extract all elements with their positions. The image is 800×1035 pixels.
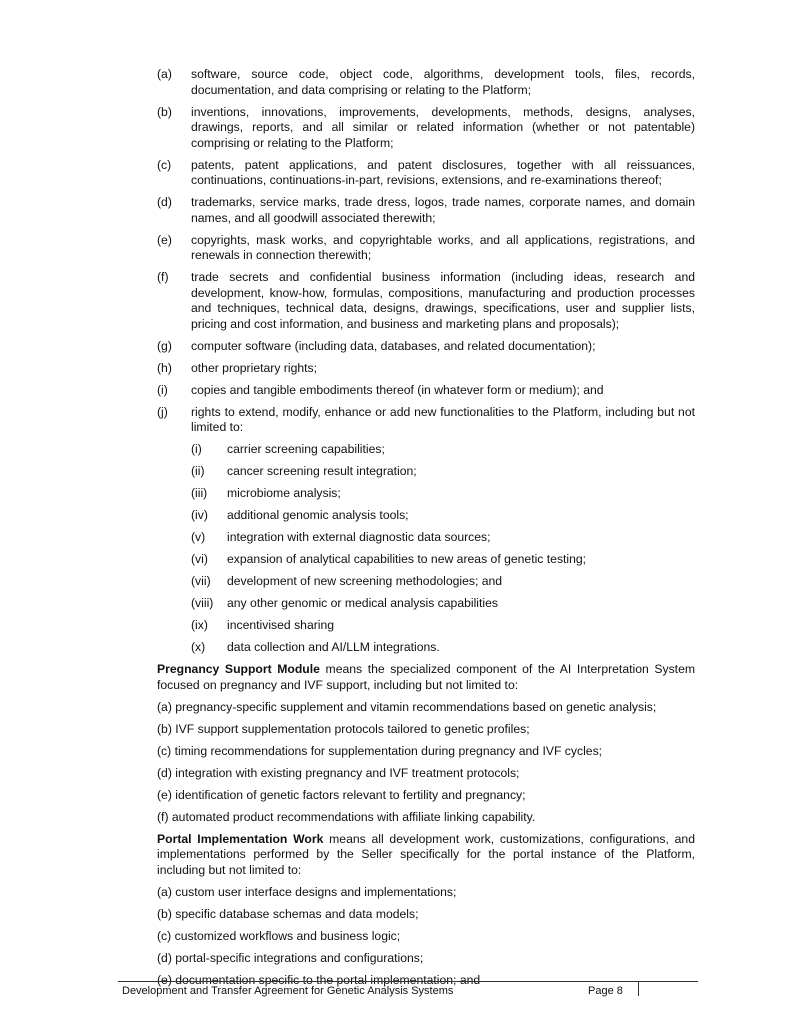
item-text: copyrights, mask works, and copyrightable works, and all applications, registrations, and renewals in connection therewith; [191, 232, 695, 262]
item-text: rights to extend, modify, enhance or add new functionalities to the Platform, including but not limited to: [191, 404, 695, 434]
definition-text: means all development work, customizations, configurations, and implementations performed by the Seller specifically for the portal instance of the Platform, including but not limited to: [157, 831, 695, 877]
item-label: (h) [157, 360, 172, 375]
sub-list-item [157, 596, 695, 612]
sub-item-text: any other genomic or medical analysis capabilities [227, 596, 498, 610]
list-item [157, 158, 695, 189]
sub-item-text: additional genomic analysis tools; [227, 508, 409, 522]
list-item: (a) pregnancy-specific supplement and vitamin recommendations based on genetic analysis; [157, 699, 657, 714]
sub-list-item [157, 508, 695, 524]
sub-list [157, 442, 695, 656]
list-item: (e) identification of genetic factors relevant to fertility and pregnancy; [157, 787, 526, 802]
list-item: (a) custom user interface designs and implementations; [157, 884, 457, 899]
item-text: inventions, innovations, improvements, developments, methods, designs, analyses, drawings, reports, and all similar or related information (whether or not patentable) comprising or relating to the Platform; [191, 104, 695, 150]
item-label: (f) [157, 270, 169, 284]
sub-item-label: (iv) [191, 508, 208, 522]
list-item: (b) IVF support supplementation protocols tailored to genetic profiles; [157, 721, 530, 736]
list-item [157, 339, 695, 355]
sub-item-text: carrier screening capabilities; [227, 442, 385, 456]
item-label: (i) [157, 382, 168, 397]
sub-list-item [157, 552, 695, 568]
sub-item-label: (x) [191, 640, 206, 654]
sub-list-item [157, 530, 695, 546]
sub-item-label: (viii) [191, 596, 214, 610]
item-text: copies and tangible embodiments thereof (in whatever form or medium); and [191, 382, 604, 397]
sub-list-item [157, 640, 695, 656]
pregnancy-support-definition [157, 662, 695, 693]
defined-term: Pregnancy Support Module [157, 662, 320, 676]
list-item [157, 105, 695, 152]
sub-item-label: (ii) [191, 464, 205, 478]
sub-item-text: data collection and AI/LLM integrations. [227, 640, 440, 654]
sub-item-text: development of new screening methodologies; and [227, 574, 503, 588]
item-label: (d) [157, 195, 172, 209]
sub-list-item [157, 464, 695, 480]
sub-list-item [157, 574, 695, 590]
item-label: (e) [157, 232, 172, 247]
item-label: (j) [157, 404, 168, 419]
defined-term: Portal Implementation Work [157, 831, 324, 846]
sub-item-label: (i) [191, 442, 202, 456]
sub-item-label: (vii) [191, 574, 211, 588]
list-item [157, 270, 695, 332]
item-text: trademarks, service marks, trade dress, logos, trade names, corporate names, and domain names, and all goodwill associated therewith; [191, 195, 695, 225]
item-text: trade secrets and confidential business information (including ideas, research and development, know-how, formulas, compositions, manufacturing and production processes and techniques, technical data, designs, drawings, specifications, user and supplier lists, pricing and cost information, and business and marketing plans and proposals); [191, 270, 695, 331]
sub-item-text: integration with external diagnostic data sources; [227, 530, 491, 544]
item-label: (a) [157, 67, 172, 81]
item-label: (b) [157, 104, 172, 119]
footer-divider [638, 982, 639, 996]
item-text: other proprietary rights; [191, 360, 317, 375]
sub-item-text: incentivised sharing [227, 618, 335, 632]
list-item: (b) specific database schemas and data models; [157, 906, 419, 921]
sub-list-item [157, 486, 695, 502]
definition-text: means the specialized component of the AI Interpretation System focused on pregnancy and IVF support, including but not limited to: [157, 662, 695, 692]
portal-implementation-definition [157, 832, 695, 879]
page-footer [118, 981, 698, 997]
list-item [157, 405, 695, 436]
list-item: (f) automated product recommendations with affiliate linking capability. [157, 809, 536, 824]
sub-item-label: (ix) [191, 618, 208, 632]
item-text: computer software (including data, databases, and related documentation); [191, 338, 596, 353]
page-number: Page 8 [588, 985, 623, 997]
sub-item-text: cancer screening result integration; [227, 464, 417, 478]
item-label: (g) [157, 338, 172, 353]
sub-item-label: (iii) [191, 486, 208, 500]
list-item: (d) portal-specific integrations and configurations; [157, 950, 424, 965]
definition-list [157, 67, 695, 436]
list-item: (e) documentation specific to the portal implementation; and [157, 972, 481, 987]
page-body [157, 67, 695, 995]
list-item [157, 195, 695, 226]
sub-item-label: (v) [191, 530, 206, 544]
sub-list-item [157, 618, 695, 634]
sub-list-item [157, 442, 695, 458]
list-item [157, 383, 695, 399]
list-item [157, 67, 695, 98]
list-item [157, 233, 695, 264]
sub-item-text: expansion of analytical capabilities to new areas of genetic testing; [227, 552, 587, 566]
list-item: (c) timing recommendations for supplementation during pregnancy and IVF cycles; [157, 743, 603, 758]
list-item: (c) customized workflows and business logic; [157, 928, 401, 943]
list-item: (d) integration with existing pregnancy and IVF treatment protocols; [157, 765, 520, 780]
list-item [157, 361, 695, 377]
item-label: (c) [157, 157, 172, 172]
footer-title: Development and Transfer Agreement for Genetic Analysis Systems [122, 985, 454, 997]
sub-item-label: (vi) [191, 552, 208, 566]
sub-item-text: microbiome analysis; [227, 486, 341, 500]
item-text: software, source code, object code, algorithms, development tools, files, records, documentation, and data comprising or relating to the Platform; [191, 67, 695, 97]
item-text: patents, patent applications, and patent disclosures, together with all reissuances, continuations, continuations-in-part, revisions, extensions, and re-examinations thereof; [191, 157, 695, 187]
